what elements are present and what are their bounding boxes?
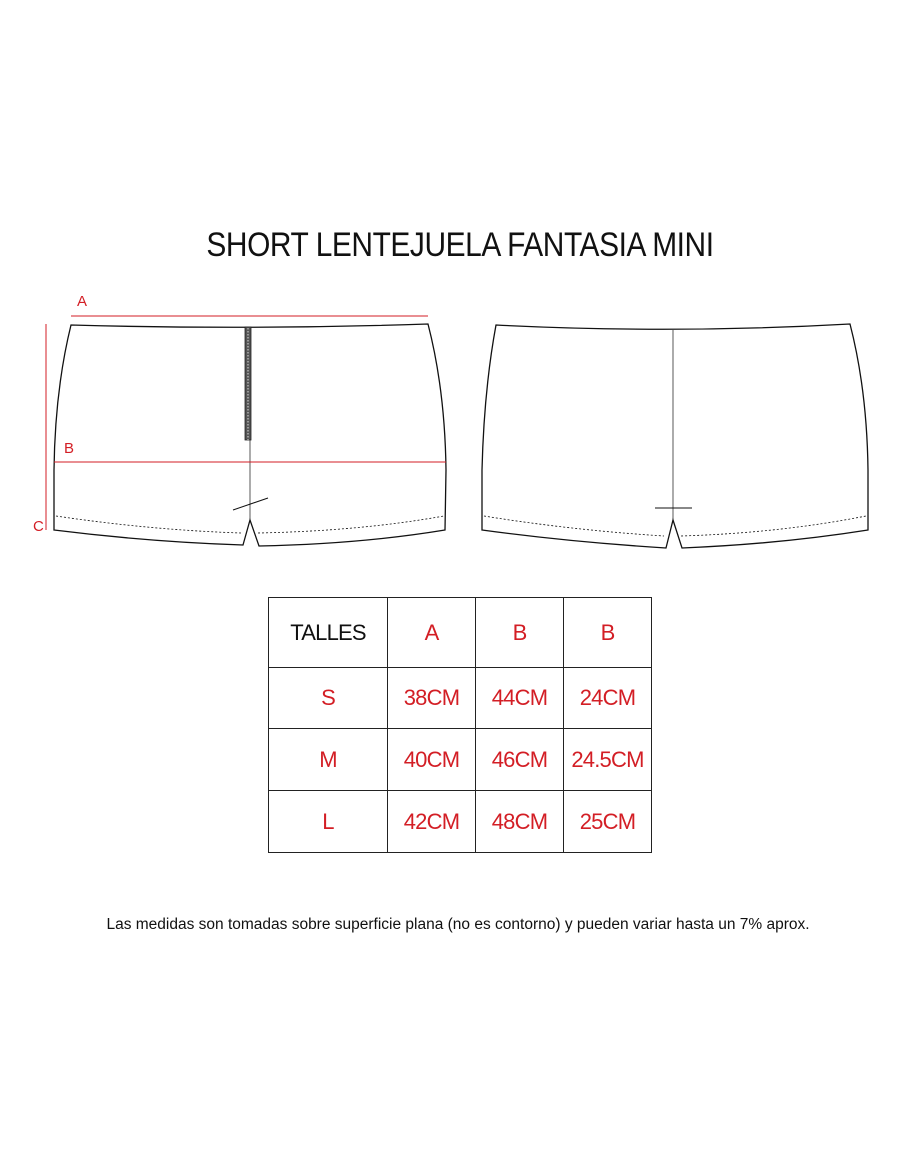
size-chart-table [268, 597, 652, 853]
size-label: M [269, 729, 388, 791]
table-row [269, 668, 652, 729]
measure-b: 46CM [476, 729, 564, 791]
measure-b: 48CM [476, 791, 564, 853]
measure-b: 44CM [476, 668, 564, 729]
header-talles: TALLES [269, 598, 388, 668]
table-row [269, 791, 652, 853]
measure-a: 42CM [388, 791, 476, 853]
header-c: B [564, 598, 652, 668]
zipper-icon [245, 327, 251, 440]
table-row [269, 729, 652, 791]
measure-a: 40CM [388, 729, 476, 791]
measure-c: 24.5CM [564, 729, 652, 791]
dimension-label-a: A [77, 293, 88, 310]
measure-c: 24CM [564, 668, 652, 729]
measure-a: 38CM [388, 668, 476, 729]
size-label: L [269, 791, 388, 853]
table-header-row [269, 598, 652, 668]
back-shorts-outline [482, 324, 868, 548]
measure-c: 25CM [564, 791, 652, 853]
page-title: SHORT LENTEJUELA FANTASIA MINI [206, 226, 714, 264]
header-a: A [388, 598, 476, 668]
back-view-shorts [482, 324, 868, 548]
dimension-label-b: B [64, 440, 75, 457]
dimension-label-c: C [33, 518, 44, 535]
measurement-note: Las medidas son tomadas sobre superficie plana (no es contorno) y pueden variar hasta un 7% aprox. [106, 916, 810, 933]
header-b: B [476, 598, 564, 668]
size-label: S [269, 668, 388, 729]
